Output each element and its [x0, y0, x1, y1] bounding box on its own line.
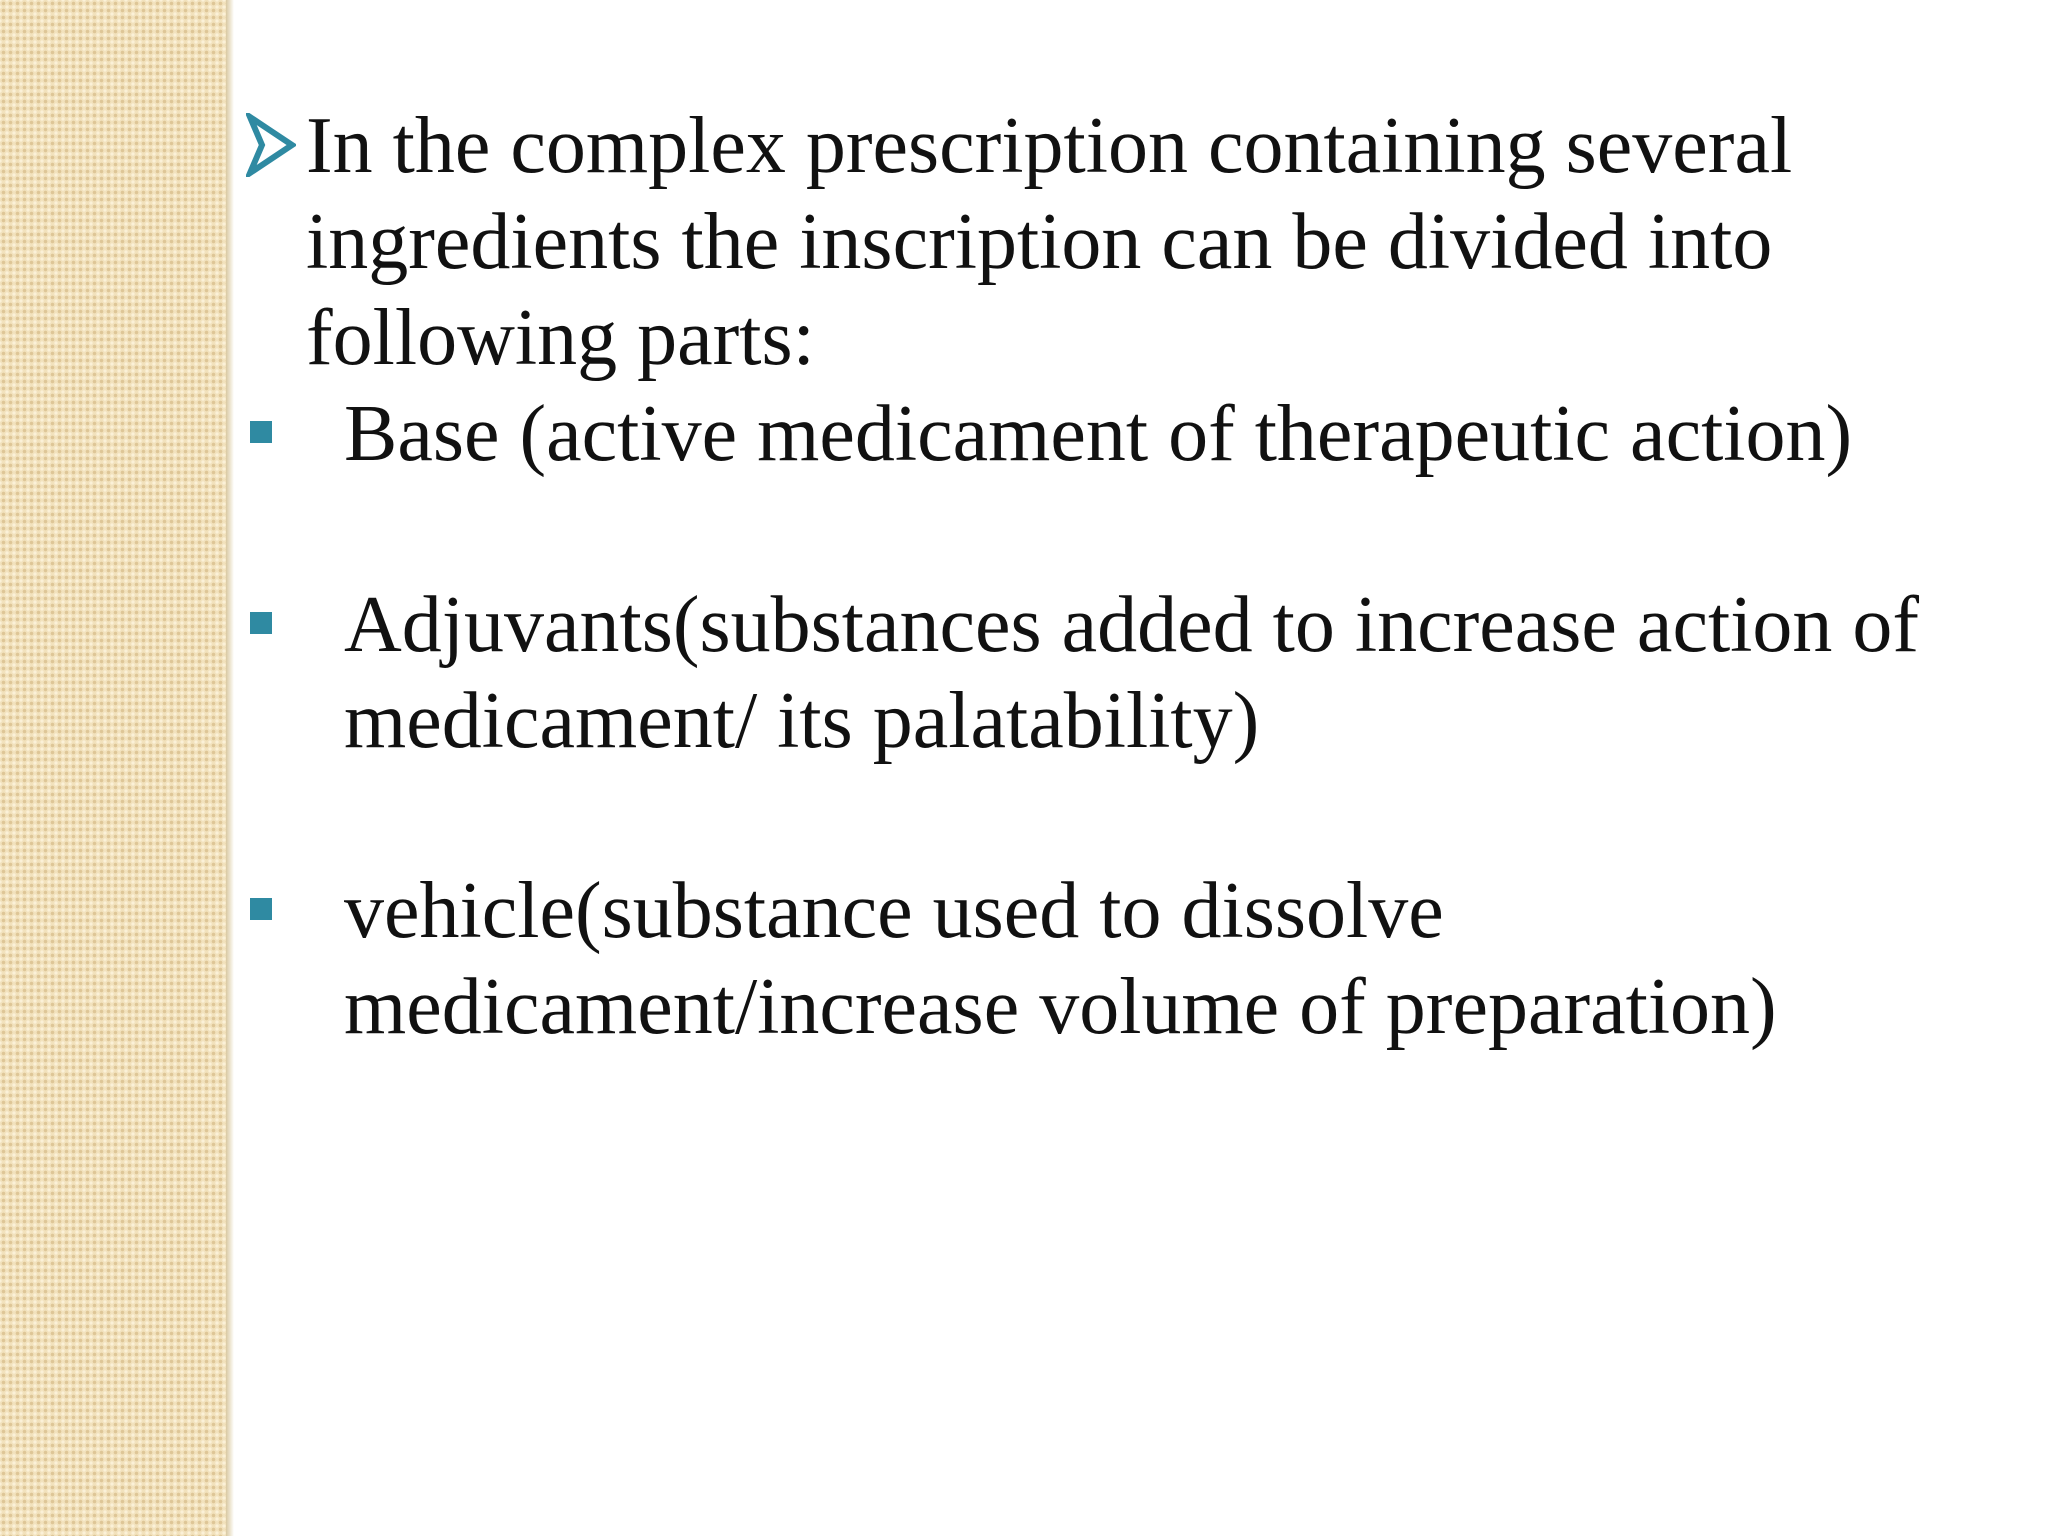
bullet-vehicle-line-2: medicament/increase volume of preparation) [344, 963, 1777, 1051]
intro-line-3: following parts: [306, 294, 815, 382]
bullet-base-line-1: Base (active medicament of therapeutic action) [344, 390, 1853, 478]
bullet-adjuvants-line-1: Adjuvants(substances added to increase action of [344, 581, 1920, 669]
arrow-bullet-icon [246, 113, 296, 177]
bullet-vehicle-line-1: vehicle(substance used to dissolve [344, 867, 1444, 955]
intro-line-1: In the complex prescription containing several [306, 102, 1793, 190]
intro-line-2: ingredients the inscription can be divided into [306, 198, 1773, 286]
square-bullet-icon [250, 612, 272, 634]
square-bullet-icon [250, 898, 272, 920]
square-bullet-icon [250, 421, 272, 443]
bullet-adjuvants-line-2: medicament/ its palatability) [344, 677, 1260, 765]
